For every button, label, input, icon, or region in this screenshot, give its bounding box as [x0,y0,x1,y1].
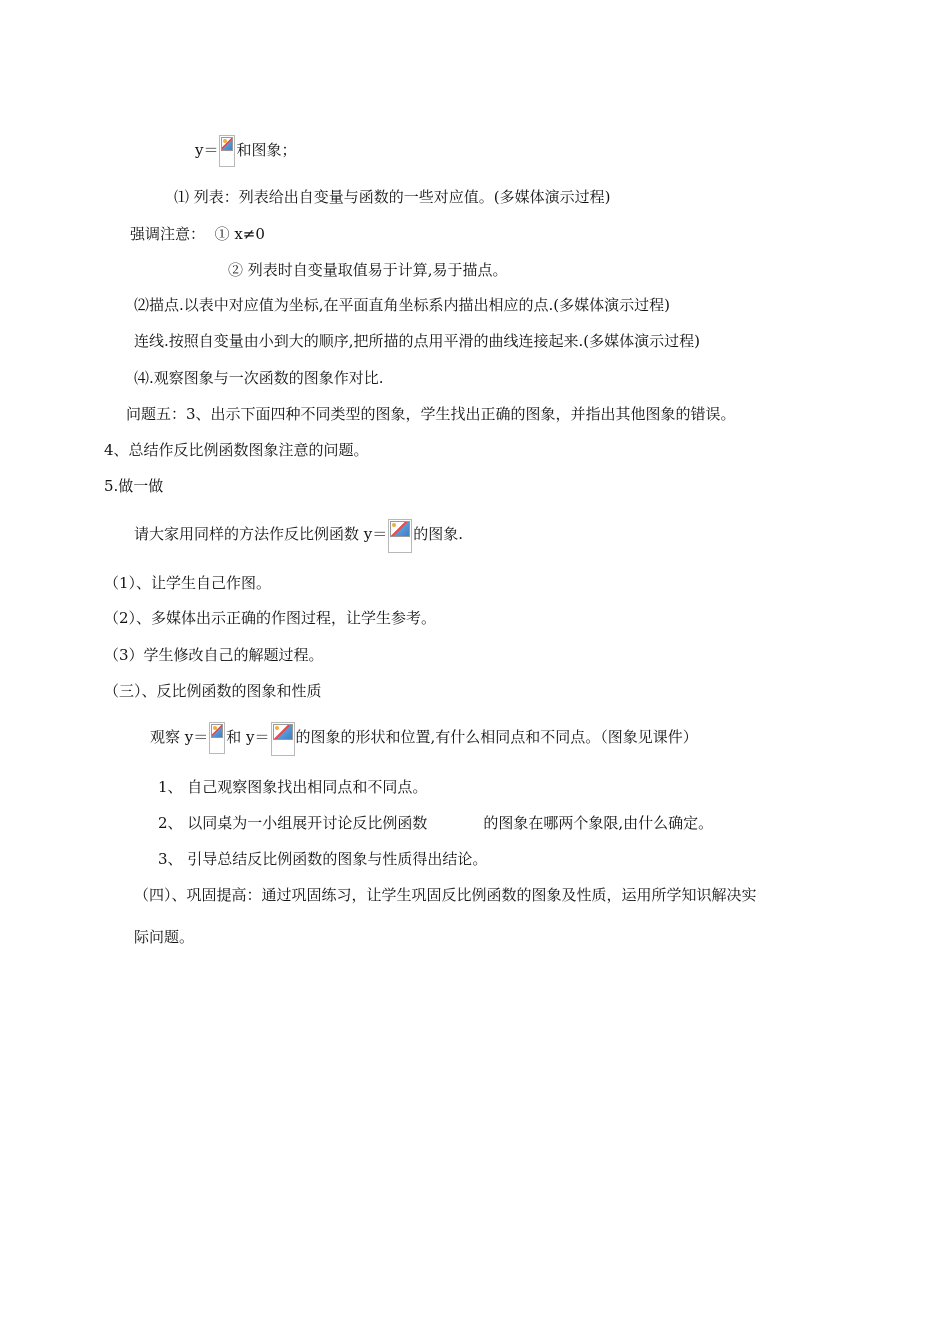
note-2: ② 列表时自变量取值易于计算,易于描点。 [228,261,508,279]
list-item-3: （3）学生修改自己的解题过程。 [104,646,324,664]
task-1: 1、 自己观察图象找出相同点和不同点。 [158,778,428,796]
section-4-title: （四）、巩固提高：通过巩固练习，让学生巩固反比例函数的图象及性质，运用所学知识解决实 [134,886,757,904]
task-2 [158,813,713,833]
section-5-title: 5.做一做 [104,477,164,495]
text: 的图象的形状和位置,有什么相同点和不同点。（图象见课件） [295,728,698,746]
list-item-1: （1）、让学生自己作图。 [104,574,272,592]
task-3: 3、 引导总结反比例函数的图象与性质得出结论。 [158,850,488,868]
step-observe: ⑷.观察图象与一次函数的图象作对比. [134,369,384,387]
step-connect: 连线.按照自变量由小到大的顺序,把所描的点用平滑的曲线连接起来.(多媒体演示过程) [134,332,701,350]
formula-image-icon [388,519,412,553]
note-1: ① x≠0 [214,225,265,243]
text: 的图象在哪两个象限,由什么确定。 [483,814,714,832]
line-formula-y [195,135,297,167]
formula-image-icon [271,722,295,756]
text: y＝ [195,141,219,159]
text: 和图象； [236,141,297,159]
step-list-table: ⑴ 列表：列表给出自变量与函数的一些对应值。(多媒体演示过程) [174,188,611,206]
text: 2、 以同桌为一小组展开讨论反比例函数 [158,814,428,832]
section-4-continued: 际问题。 [134,928,195,946]
question-five: 问题五：3、出示下面四种不同类型的图象，学生找出正确的图象，并指出其他图象的错误。 [126,405,736,423]
text: 观察 y＝ [150,728,209,746]
line-exercise [134,519,463,553]
text: 请大家用同样的方法作反比例函数 y＝ [134,525,388,543]
emphasis-label: 强调注意： [130,225,206,243]
step-plot-points: ⑵描点.以表中对应值为坐标,在平面直角坐标系内描出相应的点.(多媒体演示过程) [134,296,671,314]
list-item-2: （2）、多媒体出示正确的作图过程，让学生参考。 [104,609,437,627]
summary-item-4: 4、总结作反比例函数图象注意的问题。 [104,441,369,459]
line-observe-compare [150,722,698,756]
formula-image-icon [209,722,225,754]
emphasis-note [130,224,265,244]
text: 的图象. [413,525,464,543]
formula-image-icon [219,135,235,167]
section-3-title: （三）、反比例函数的图象和性质 [104,682,322,700]
text: 和 y＝ [226,728,270,746]
